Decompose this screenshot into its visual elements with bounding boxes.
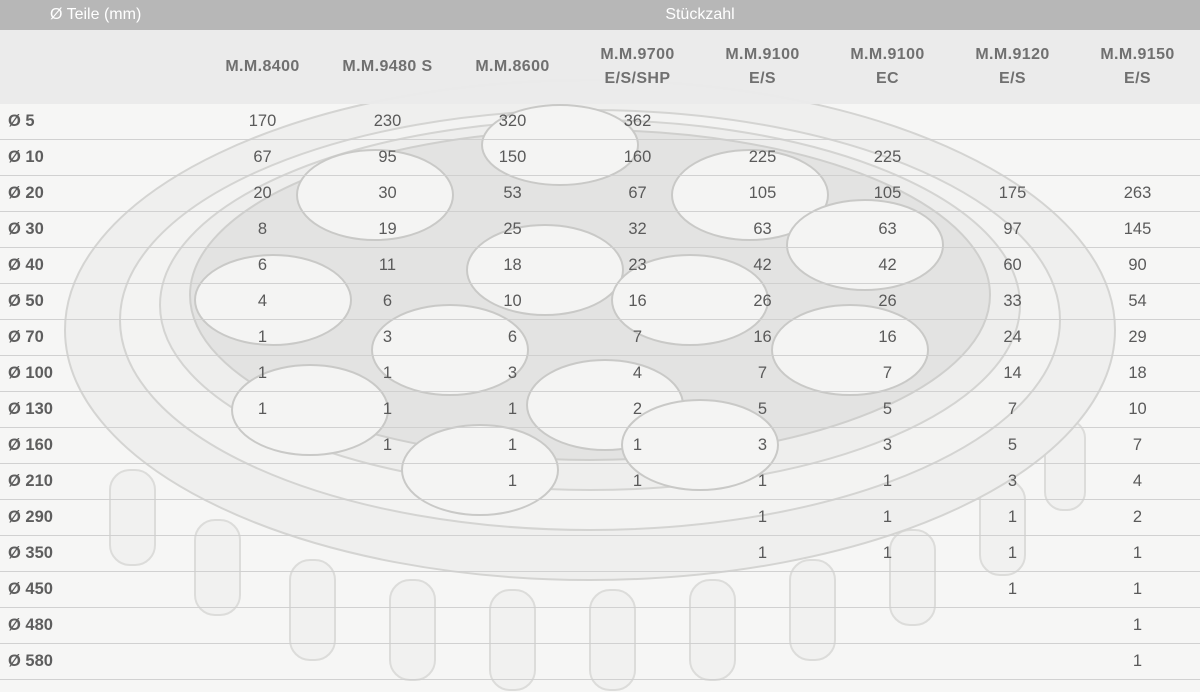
model-column-header: M.M.9120 E/S <box>950 30 1075 104</box>
quantity-cell: 60 <box>950 248 1075 284</box>
quantity-cell <box>700 608 825 644</box>
quantity-cell: 3 <box>450 356 575 392</box>
quantity-cell: 18 <box>1075 356 1200 392</box>
quantity-cell: 1 <box>825 536 950 572</box>
quantity-cell: 67 <box>575 176 700 212</box>
model-header-spacer <box>0 30 200 104</box>
diameter-label: Ø 480 <box>0 608 200 644</box>
quantity-cell: 2 <box>1075 500 1200 536</box>
quantity-cell: 63 <box>700 212 825 248</box>
quantity-cell <box>200 500 325 536</box>
quantity-cell: 4 <box>200 284 325 320</box>
table-row <box>0 320 1200 356</box>
diameter-label: Ø 20 <box>0 176 200 212</box>
quantity-cell <box>950 644 1075 680</box>
quantity-cell: 20 <box>200 176 325 212</box>
quantity-group-header: Stückzahl <box>200 0 1200 30</box>
quantity-cell <box>825 572 950 608</box>
quantity-cell: 1 <box>825 464 950 500</box>
quantity-cell: 320 <box>450 104 575 140</box>
table-row <box>0 104 1200 140</box>
quantity-cell: 90 <box>1075 248 1200 284</box>
quantity-cell: 42 <box>825 248 950 284</box>
table-row <box>0 248 1200 284</box>
diameter-label: Ø 130 <box>0 392 200 428</box>
table-row <box>0 392 1200 428</box>
model-column-header: M.M.9100 EC <box>825 30 950 104</box>
quantity-cell <box>575 536 700 572</box>
quantity-cell <box>200 464 325 500</box>
quantity-cell: 26 <box>825 284 950 320</box>
table-row <box>0 176 1200 212</box>
quantity-cell: 16 <box>575 284 700 320</box>
quantity-cell: 1 <box>575 428 700 464</box>
quantity-cell <box>825 104 950 140</box>
quantity-cell <box>450 500 575 536</box>
quantity-cell: 1 <box>450 428 575 464</box>
quantity-cell: 225 <box>825 140 950 176</box>
quantity-cell: 1 <box>325 392 450 428</box>
quantity-cell: 19 <box>325 212 450 248</box>
model-column-header: M.M.9150 E/S <box>1075 30 1200 104</box>
quantity-cell: 1 <box>700 500 825 536</box>
quantity-cell: 1 <box>700 464 825 500</box>
quantity-cell: 5 <box>950 428 1075 464</box>
quantity-cell <box>700 572 825 608</box>
quantity-cell: 170 <box>200 104 325 140</box>
quantity-cell: 6 <box>325 284 450 320</box>
quantity-cell: 1 <box>325 428 450 464</box>
quantity-cell <box>700 644 825 680</box>
diameter-label: Ø 100 <box>0 356 200 392</box>
quantity-cell: 16 <box>700 320 825 356</box>
quantity-cell: 225 <box>700 140 825 176</box>
quantity-cell: 1 <box>950 572 1075 608</box>
diameter-label: Ø 210 <box>0 464 200 500</box>
quantity-cell <box>200 572 325 608</box>
quantity-cell: 33 <box>950 284 1075 320</box>
quantity-cell <box>825 608 950 644</box>
quantity-cell: 1 <box>825 500 950 536</box>
quantity-cell <box>950 104 1075 140</box>
quantity-cell: 5 <box>825 392 950 428</box>
table-body <box>0 104 1200 680</box>
model-column-header: M.M.9700 E/S/SHP <box>575 30 700 104</box>
quantity-cell: 1 <box>200 320 325 356</box>
diameter-label: Ø 10 <box>0 140 200 176</box>
table-row <box>0 428 1200 464</box>
quantity-cell: 14 <box>950 356 1075 392</box>
diameter-label: Ø 580 <box>0 644 200 680</box>
quantity-cell: 105 <box>700 176 825 212</box>
quantity-cell: 105 <box>825 176 950 212</box>
quantity-cell: 3 <box>325 320 450 356</box>
quantity-cell <box>450 572 575 608</box>
quantity-cell <box>325 608 450 644</box>
quantity-cell: 1 <box>200 356 325 392</box>
diameter-label: Ø 40 <box>0 248 200 284</box>
quantity-cell: 1 <box>200 392 325 428</box>
quantity-cell <box>575 572 700 608</box>
quantity-cell: 1 <box>700 536 825 572</box>
table-row <box>0 356 1200 392</box>
model-column-header: M.M.8600 <box>450 30 575 104</box>
quantity-cell: 4 <box>1075 464 1200 500</box>
table-row <box>0 140 1200 176</box>
diameter-label: Ø 450 <box>0 572 200 608</box>
quantity-cell: 4 <box>575 356 700 392</box>
quantity-cell: 1 <box>950 500 1075 536</box>
table-row <box>0 284 1200 320</box>
table-row <box>0 536 1200 572</box>
quantity-cell <box>325 644 450 680</box>
quantity-cell: 7 <box>825 356 950 392</box>
diameter-label: Ø 70 <box>0 320 200 356</box>
diameter-label: Ø 50 <box>0 284 200 320</box>
quantity-cell: 7 <box>950 392 1075 428</box>
quantity-cell: 1 <box>950 536 1075 572</box>
quantity-cell: 1 <box>575 464 700 500</box>
quantity-cell <box>325 464 450 500</box>
quantity-cell: 5 <box>700 392 825 428</box>
table-row <box>0 608 1200 644</box>
quantity-cell <box>450 644 575 680</box>
quantity-cell <box>450 608 575 644</box>
quantity-cell: 6 <box>200 248 325 284</box>
quantity-cell: 10 <box>450 284 575 320</box>
table-row <box>0 464 1200 500</box>
diameter-label: Ø 290 <box>0 500 200 536</box>
quantity-cell: 24 <box>950 320 1075 356</box>
quantity-cell <box>200 428 325 464</box>
quantity-cell <box>825 644 950 680</box>
quantity-cell <box>950 608 1075 644</box>
quantity-cell <box>200 644 325 680</box>
quantity-cell: 29 <box>1075 320 1200 356</box>
quantity-cell: 1 <box>450 464 575 500</box>
quantity-cell: 10 <box>1075 392 1200 428</box>
diameter-label: Ø 5 <box>0 104 200 140</box>
quantity-cell: 54 <box>1075 284 1200 320</box>
quantity-cell <box>200 608 325 644</box>
model-column-header: M.M.9100 E/S <box>700 30 825 104</box>
table-row <box>0 572 1200 608</box>
table-top-header <box>0 0 1200 30</box>
model-column-header: M.M.9480 S <box>325 30 450 104</box>
table-row <box>0 500 1200 536</box>
diameter-label: Ø 160 <box>0 428 200 464</box>
quantity-cell <box>575 608 700 644</box>
quantity-cell: 150 <box>450 140 575 176</box>
quantity-cell: 32 <box>575 212 700 248</box>
quantity-cell <box>1075 140 1200 176</box>
quantity-cell: 63 <box>825 212 950 248</box>
quantity-cell: 1 <box>1075 536 1200 572</box>
quantity-cell <box>325 536 450 572</box>
quantity-cell <box>450 536 575 572</box>
quantity-cell: 97 <box>950 212 1075 248</box>
quantity-cell <box>325 500 450 536</box>
diameter-column-header: Ø Teile (mm) <box>0 0 200 30</box>
quantity-cell: 42 <box>700 248 825 284</box>
quantity-cell: 1 <box>1075 644 1200 680</box>
diameter-label: Ø 350 <box>0 536 200 572</box>
quantity-cell <box>200 536 325 572</box>
quantity-cell: 1 <box>450 392 575 428</box>
quantity-cell <box>1075 104 1200 140</box>
quantity-cell: 53 <box>450 176 575 212</box>
table-row <box>0 212 1200 248</box>
quantity-cell: 11 <box>325 248 450 284</box>
diameter-label: Ø 30 <box>0 212 200 248</box>
quantity-cell <box>700 104 825 140</box>
quantity-cell: 18 <box>450 248 575 284</box>
quantity-cell <box>575 500 700 536</box>
quantity-cell: 3 <box>700 428 825 464</box>
quantity-cell: 263 <box>1075 176 1200 212</box>
quantity-cell: 1 <box>1075 572 1200 608</box>
quantity-cell: 30 <box>325 176 450 212</box>
quantity-cell: 25 <box>450 212 575 248</box>
quantity-cell <box>950 140 1075 176</box>
quantity-cell: 160 <box>575 140 700 176</box>
quantity-cell: 175 <box>950 176 1075 212</box>
quantity-cell: 7 <box>1075 428 1200 464</box>
model-header-row <box>0 30 1200 104</box>
quantity-cell: 7 <box>575 320 700 356</box>
quantity-cell: 3 <box>950 464 1075 500</box>
quantity-cell: 67 <box>200 140 325 176</box>
quantity-cell: 23 <box>575 248 700 284</box>
quantity-cell: 362 <box>575 104 700 140</box>
quantity-cell: 6 <box>450 320 575 356</box>
quantity-cell <box>325 572 450 608</box>
quantity-cell: 230 <box>325 104 450 140</box>
quantity-cell: 3 <box>825 428 950 464</box>
quantity-cell: 95 <box>325 140 450 176</box>
quantity-cell: 2 <box>575 392 700 428</box>
quantity-cell: 16 <box>825 320 950 356</box>
quantity-cell: 26 <box>700 284 825 320</box>
quantity-cell: 1 <box>1075 608 1200 644</box>
quantity-cell: 7 <box>700 356 825 392</box>
quantity-cell: 145 <box>1075 212 1200 248</box>
model-column-header: M.M.8400 <box>200 30 325 104</box>
quantity-cell <box>575 644 700 680</box>
quantity-cell: 1 <box>325 356 450 392</box>
quantity-cell: 8 <box>200 212 325 248</box>
table-row <box>0 644 1200 680</box>
